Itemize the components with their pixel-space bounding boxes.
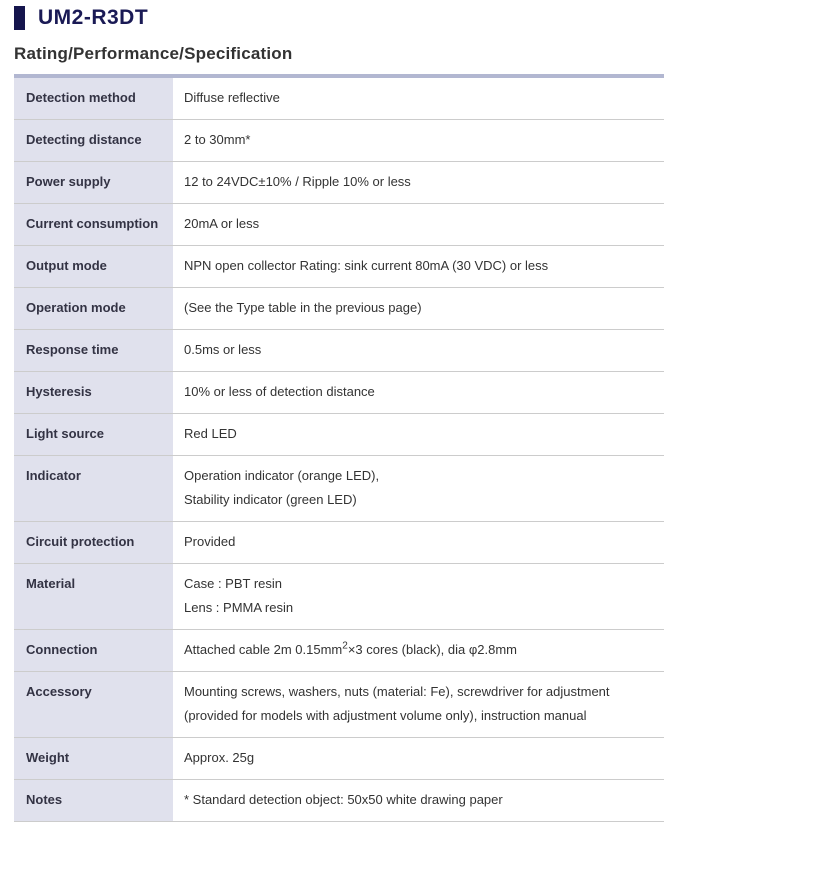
spec-value [173, 120, 664, 162]
spec-value [173, 204, 664, 246]
spec-label: Response time [14, 330, 173, 372]
spec-value-line: 12 to 24VDC±10% / Ripple 10% or less [184, 174, 411, 189]
spec-value-line: Lens : PMMA resin [184, 600, 294, 615]
spec-label: Detecting distance [14, 120, 173, 162]
spec-row-light-source [14, 414, 664, 456]
spec-row-notes [14, 780, 664, 822]
spec-label: Hysteresis [14, 372, 173, 414]
spec-value [173, 76, 664, 120]
spec-value [173, 456, 664, 522]
spec-value-line: Provided [184, 534, 236, 549]
spec-value-line: Diffuse reflective [184, 90, 280, 105]
spec-value [173, 738, 664, 780]
product-title: UM2-R3DT [38, 6, 149, 29]
spec-value-line [184, 638, 652, 662]
spec-row-material [14, 564, 664, 630]
spec-row-accessory [14, 672, 664, 738]
spec-label: Connection [14, 630, 173, 672]
spec-value [173, 330, 664, 372]
spec-value-line: Mounting screws, washers, nuts (material: Fe), screwdriver for adjustment [184, 684, 610, 699]
connection-text-pre: Attached cable 2m 0.15mm [184, 642, 343, 657]
spec-label: Circuit protection [14, 522, 173, 564]
section-heading: Rating/Performance/Specification [14, 44, 293, 63]
spec-value-line: Red LED [184, 426, 237, 441]
spec-label: Indicator [14, 456, 173, 522]
spec-table [14, 74, 664, 822]
spec-value-line: 0.5ms or less [184, 342, 262, 357]
spec-row-current-consumption [14, 204, 664, 246]
spec-value [173, 162, 664, 204]
spec-value-line: Approx. 25g [184, 750, 255, 765]
spec-row-hysteresis [14, 372, 664, 414]
spec-value-line: (provided for models with adjustment volume only), instruction manual [184, 708, 587, 723]
spec-label: Material [14, 564, 173, 630]
spec-label: Weight [14, 738, 173, 780]
spec-label: Notes [14, 780, 173, 822]
spec-value [173, 672, 664, 738]
spec-value-line: 2 to 30mm* [184, 132, 251, 147]
spec-value [173, 630, 664, 672]
spec-value-line: 10% or less of detection distance [184, 384, 375, 399]
spec-label: Accessory [14, 672, 173, 738]
spec-row-response-time [14, 330, 664, 372]
spec-row-weight [14, 738, 664, 780]
spec-value [173, 564, 664, 630]
spec-label: Detection method [14, 76, 173, 120]
spec-value-line: Operation indicator (orange LED), [184, 468, 380, 483]
spec-row-operation-mode [14, 288, 664, 330]
spec-row-power-supply [14, 162, 664, 204]
spec-value-line: * Standard detection object: 50x50 white drawing paper [184, 792, 503, 807]
spec-row-detection-method [14, 76, 664, 120]
spec-value-line: NPN open collector Rating: sink current 80mA (30 VDC) or less [184, 258, 549, 273]
spec-value-line: Case : PBT resin [184, 576, 283, 591]
page-title-row [14, 5, 832, 31]
spec-value-line: 20mA or less [184, 216, 260, 231]
spec-value-line: Stability indicator (green LED) [184, 492, 357, 507]
spec-label: Light source [14, 414, 173, 456]
spec-value [173, 288, 664, 330]
spec-row-indicator [14, 456, 664, 522]
spec-row-detecting-distance [14, 120, 664, 162]
spec-row-circuit-protection [14, 522, 664, 564]
spec-value-line: (See the Type table in the previous page) [184, 300, 422, 315]
spec-row-output-mode [14, 246, 664, 288]
spec-value [173, 372, 664, 414]
title-accent-bar [14, 6, 25, 30]
spec-row-connection [14, 630, 664, 672]
connection-text-post: ×3 cores (black), dia φ2.8mm [347, 642, 517, 657]
connection-superscript: 2 [342, 640, 348, 652]
spec-label: Current consumption [14, 204, 173, 246]
spec-value [173, 780, 664, 822]
spec-value [173, 522, 664, 564]
spec-label: Operation mode [14, 288, 173, 330]
spec-label: Output mode [14, 246, 173, 288]
spec-value [173, 414, 664, 456]
spec-value [173, 246, 664, 288]
spec-label: Power supply [14, 162, 173, 204]
